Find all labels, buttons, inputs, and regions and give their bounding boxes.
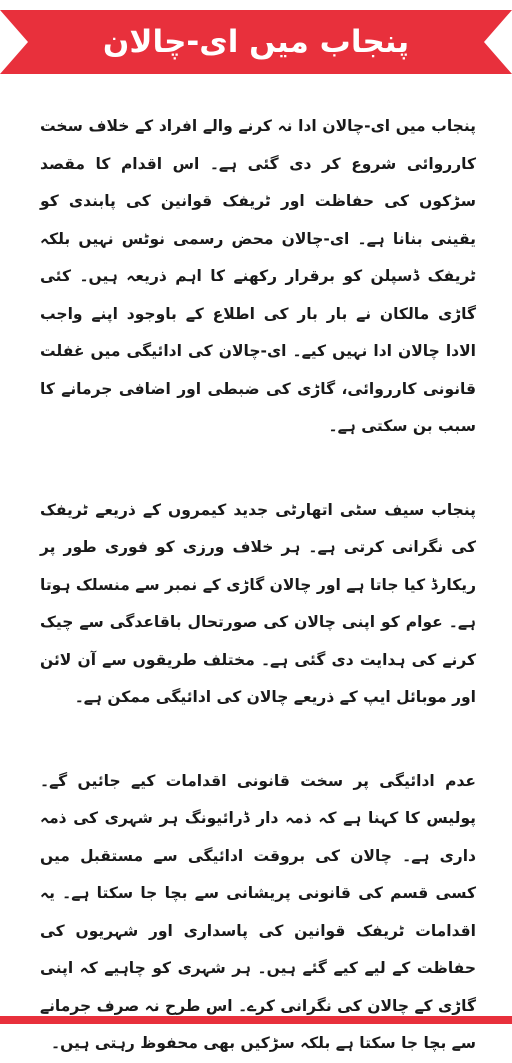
page-title: پنجاب میں ای-چالان	[102, 24, 410, 60]
paragraph-3: عدم ادائیگی پر سخت قانونی اقدامات کیے جائیں گے۔ پولیس کا کہنا ہے کہ ذمہ دار ڈرائیونگ ہر شہری کی ذمہ داری ہے۔ چالان کی بروقت ادائیگی سے مستقبل میں کسی قسم کی قانونی پریشانی سے بچا جا سکتا ہے۔ یہ اقدامات ٹریفک قوانین کی پاسداری اور شہریوں کی حفاظت کے لیے کیے گئے ہیں۔ ہر شہری کو چاہیے کہ اپنی گاڑی کے چالان کی نگرانی کرے۔ اس طرح نہ صرف جرمانے سے بچا جا سکتا ہے بلکہ سڑکیں بھی محفوظ رہتی ہیں۔	[40, 771, 476, 1052]
paragraph-2: پنجاب سیف سٹی اتھارٹی جدید کیمروں کے ذریعے ٹریفک کی نگرانی کرتی ہے۔ ہر خلاف ورزی کو فوری طور پر ریکارڈ کیا جاتا ہے اور چالان گاڑی کے نمبر سے منسلک ہوتا ہے۔ عوام کو اپنی چالان کی صورتحال باقاعدگی سے چیک کرنے کی ہدایت دی گئی ہے۔ مختلف طریقوں سے آن لائن اور موبائل ایپ کے ذریعے چالان کی ادائیگی ممکن ہے۔	[40, 500, 476, 706]
paragraph-1: پنجاب میں ای-چالان ادا نہ کرنے والے افراد کے خلاف سخت کارروائی شروع کر دی گئی ہے۔ اس اقدام کا مقصد سڑکوں کی حفاظت اور ٹریفک قوانین کی پابندی کو یقینی بنانا ہے۔ ای-چالان محض رسمی نوٹس نہیں بلکہ ٹریفک ڈسپلن کو برقرار رکھنے کا اہم ذریعہ ہیں۔ کئی گاڑی مالکان نے بار بار کی اطلاع کے باوجود اپنے واجب الادا چالان ادا نہیں کیے۔ ای-چالان کی ادائیگی میں غفلت قانونی کارروائی، گاڑی کی ضبطی اور اضافی جرمانے کا سبب بن سکتی ہے۔	[40, 117, 476, 435]
footer-bar	[0, 1016, 512, 1024]
article-body	[40, 108, 476, 1063]
title-banner	[0, 10, 512, 74]
